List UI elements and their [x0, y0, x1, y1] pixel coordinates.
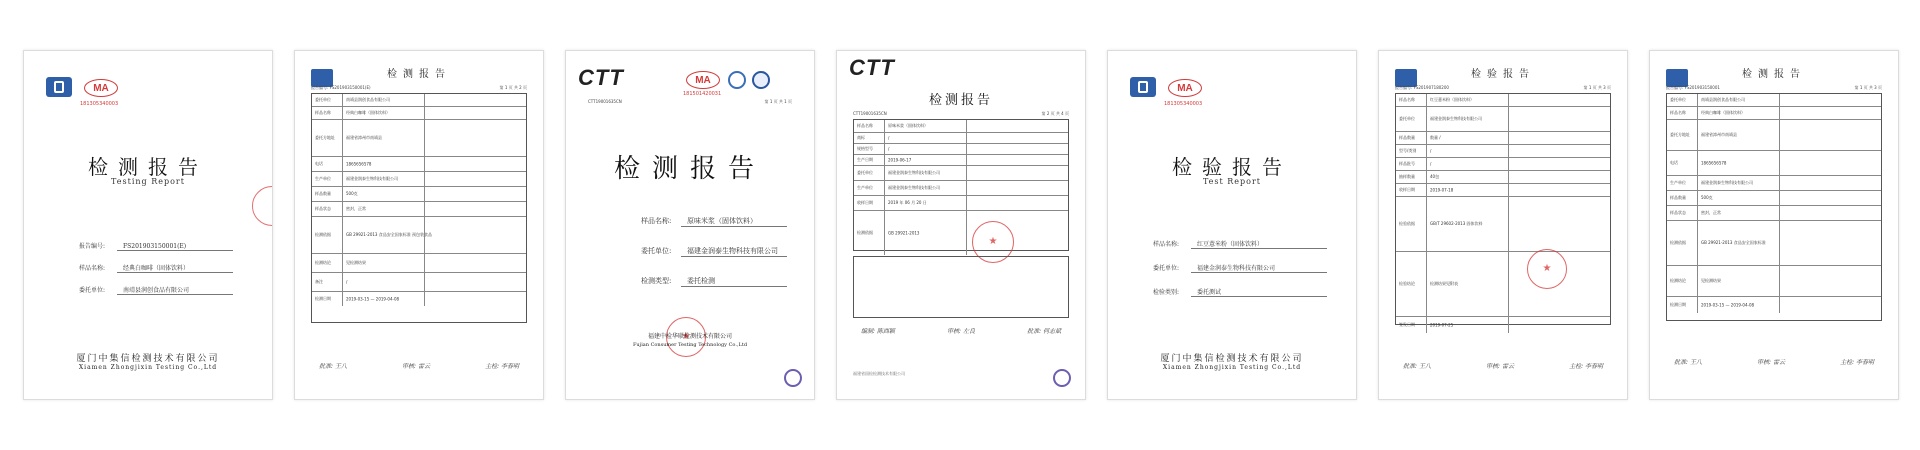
table-row: 委托单位 南靖县润创食品有限公司 — [1667, 94, 1881, 107]
ctt-logo-icon: CTT — [849, 55, 895, 80]
report-header: CTT19001635CN 第 1 页 共 1 页 — [588, 99, 792, 104]
page-title: 检测报告 — [88, 155, 208, 179]
table-row: 委托方地址 福建省漳州市南靖县 — [1667, 120, 1881, 151]
table-row: 样品批号 / — [1396, 158, 1610, 171]
page-subtitle: Test Report — [1202, 177, 1262, 186]
page-title: 检测报告 — [387, 69, 451, 80]
cn-certification-logo-icon — [46, 77, 72, 97]
field-test-type: 检测类型: 委托检测 — [641, 276, 787, 287]
cma-number: 181501420031 — [683, 91, 722, 97]
red-seal-icon — [1527, 249, 1567, 289]
qr-seal-icon — [1053, 369, 1071, 387]
page-title: 检测报告 — [1742, 69, 1806, 80]
table-row: 商标 / — [854, 133, 1068, 144]
cn-certification-logo-icon — [1130, 77, 1156, 97]
table-row: 生产单位 福建金润泰生物科技有限公司 — [1667, 176, 1881, 191]
table-row: 样品名称 经典白咖啡（固体饮料） — [1667, 107, 1881, 120]
page-subtitle: Testing Report — [111, 177, 185, 186]
signature-row: 批准: 王八 审核: 雷云 主检: 李春明 — [319, 363, 519, 370]
table-row: 检测日期 2019-03-15 — 2019-04-08 — [312, 292, 526, 306]
page-title: 检测报告 — [928, 93, 993, 108]
table-row: 规格型号 / — [854, 144, 1068, 155]
company-name-en: Xiamen Zhongjixin Testing Co.,Ltd — [78, 364, 218, 371]
table-row: 检测依据 GB 29921-2013 食品安全国家标准 — [1667, 221, 1881, 266]
company-name-cn: 厦门中集信检测技术有限公司 — [76, 354, 220, 364]
table-row: 样品数量 500克 — [1667, 191, 1881, 206]
table-row: 电话 1865656578 — [312, 157, 526, 172]
table-row: 签发日期 2019-07-25 — [1396, 317, 1610, 333]
report-header: 报告编号: FS201907180200 第 1 页 共 3 页 — [1395, 85, 1611, 90]
table-row: 样品状态 密封，正常 — [1667, 206, 1881, 221]
ctt-logo-icon: CTT — [578, 65, 624, 90]
field-sample-name: 样品名称: 经典白咖啡（固体饮料） — [79, 263, 233, 273]
field-sample-name: 样品名称: 红豆薏米粉（固体饮料） — [1153, 239, 1327, 249]
company-name-cn: 厦门中集信检测技术有限公司 — [1160, 354, 1304, 364]
report-page-2[interactable] — [294, 50, 544, 400]
field-report-no: 报告编号: FS201903150001(E) — [79, 241, 233, 251]
report-table — [1395, 93, 1611, 328]
table-row: 检验依据 GB/T 29602-2013 固体饮料 — [1396, 197, 1610, 252]
table-row: 检测结论 见检测结果 — [312, 254, 526, 273]
report-table — [853, 119, 1069, 251]
table-row: 检测依据 GB 29921-2013 — [854, 211, 1068, 255]
report-header: CTT19001635CN 第 2 页 共 4 页 — [853, 111, 1069, 116]
company-name-en: Fujian Consumer Testing Technology Co.,Ltd — [632, 342, 748, 348]
qr-seal-icon — [784, 369, 802, 387]
company-name-cn: 福建中检华联检测技术有限公司 — [647, 333, 732, 340]
report-header: 报告编号: FS201903150001 第 1 页 共 3 页 — [1666, 85, 1882, 90]
red-seal-icon — [252, 186, 273, 226]
table-row: 样品名称 经典白咖啡（固体饮料） — [312, 107, 526, 120]
report-page-5[interactable] — [1107, 50, 1357, 400]
table-row: 收样日期 2019-07-18 — [1396, 184, 1610, 197]
remarks-box — [853, 256, 1069, 318]
report-page-4[interactable] — [836, 50, 1086, 400]
report-page-6[interactable] — [1378, 50, 1628, 400]
field-sample-name: 样品名称: 原味米浆（固体饮料） — [641, 216, 787, 227]
signature-row: 编制: 陈西颖 审核: 左良 批准: 何志斌 — [861, 328, 1061, 335]
cma-number: 181305340003 — [80, 101, 119, 107]
report-page-7[interactable] — [1649, 50, 1899, 400]
table-row: 生产单位 福建金润泰生物科技有限公司 — [854, 181, 1068, 196]
table-row: 委托单位 福建金润泰生物科技有限公司 — [854, 166, 1068, 181]
report-table — [311, 93, 527, 323]
signature-row: 批准: 王八 审核: 雷云 主检: 李春明 — [1403, 363, 1603, 370]
table-row: 检测日期 2019-03-15 — 2019-04-08 — [1667, 297, 1881, 313]
ilac-mra-icon — [728, 71, 746, 89]
table-row: 样品名称 红豆薏米粉（固体饮料） — [1396, 94, 1610, 107]
table-row: 检测结论 见检测结果 — [1667, 266, 1881, 297]
table-row: 生产单位 福建金润泰生物科技有限公司 — [312, 172, 526, 187]
table-row: 样品数量 数量 / — [1396, 132, 1610, 145]
field-client: 委托单位: 南靖县润创食品有限公司 — [79, 285, 233, 295]
field-client: 委托单位: 福建金润泰生物科技有限公司 — [641, 246, 787, 257]
page-title: 检测报告 — [613, 154, 766, 184]
field-client: 委托单位: 福建金润泰生物科技有限公司 — [1153, 263, 1327, 273]
report-page-3[interactable] — [565, 50, 815, 400]
table-row: 委托单位 福建金润泰生物科技有限公司 — [1396, 107, 1610, 132]
report-page-1[interactable] — [23, 50, 273, 400]
table-row: 委托方地址 福建省漳州市南靖县 — [312, 120, 526, 157]
table-row: 检验结论 检测结果见附表 — [1396, 252, 1610, 317]
cnas-icon — [752, 71, 770, 89]
table-row: 生产日期 2019-06-17 — [854, 155, 1068, 166]
cma-logo-icon: MA — [84, 79, 118, 97]
table-row: 型号/类别 / — [1396, 145, 1610, 158]
table-row: 收样日期 2019 年 06 月 20 日 — [854, 196, 1068, 211]
table-row: 电话 1865656578 — [1667, 151, 1881, 176]
signature-row: 批准: 王八 审核: 雷云 主检: 李春明 — [1674, 359, 1874, 366]
page-title: 检验报告 — [1471, 69, 1535, 80]
company-name-en: Xiamen Zhongjixin Testing Co.,Ltd — [1162, 364, 1302, 371]
report-header: 报告编号: FS201903150001(E) 第 1 页 共 2 页 — [311, 85, 527, 90]
table-row: 检测依据 GB 29921-2013 食品安全国家标准 预包装食品 — [312, 217, 526, 254]
cma-logo-icon: MA — [1168, 79, 1202, 97]
page-title: 检验报告 — [1172, 155, 1292, 179]
footer: 福建省国检检测技术有限公司 — [853, 371, 905, 376]
table-row: 样品状态 密封，正常 — [312, 202, 526, 217]
cma-logo-icon: MA — [686, 71, 720, 89]
cma-number: 181305340003 — [1164, 101, 1203, 107]
table-row: 备注 / — [312, 273, 526, 292]
report-table — [1666, 93, 1882, 321]
field-test-category: 检验类别: 委托测试 — [1153, 287, 1327, 297]
table-row: 委托单位 南靖县润创食品有限公司 — [312, 94, 526, 107]
table-row: 样品数量 500克 — [312, 187, 526, 202]
table-row: 抽样数量 40包 — [1396, 171, 1610, 184]
table-row: 样品名称 原味米浆（固体饮料） — [854, 120, 1068, 133]
